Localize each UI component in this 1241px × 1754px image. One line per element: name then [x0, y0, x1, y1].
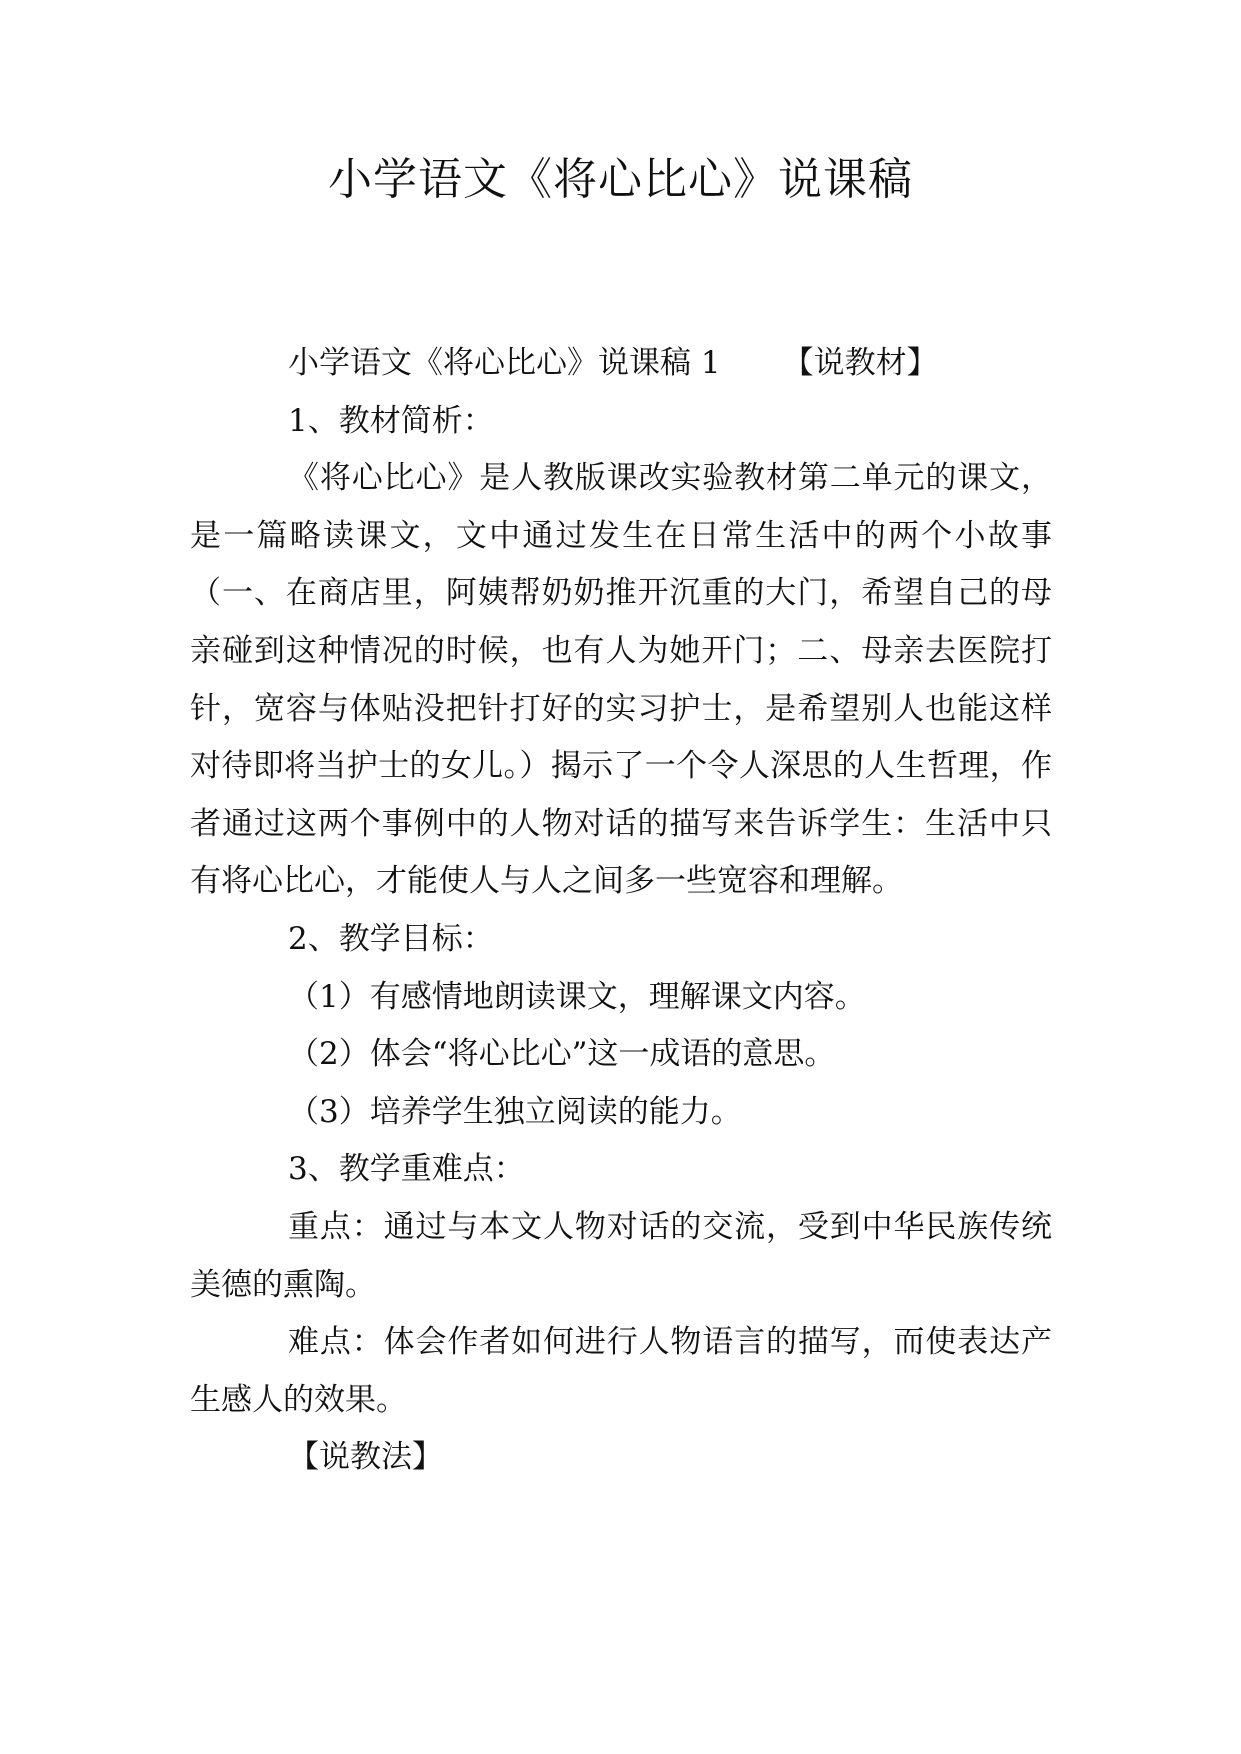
heading-line-text: 小学语文《将心比心》说课稿 1 [288, 345, 721, 381]
paragraph-material-analysis-heading: 1、教材简析： [288, 402, 494, 439]
paragraph-difficult-point: 难点：体会作者如何进行人物语言的描写，而使表达产生感人的效果。 [190, 1324, 1052, 1418]
paragraph-goal-2: （2）体会“将心比心”这一成语的意思。 [288, 1036, 836, 1073]
document-body [190, 335, 1052, 1487]
document-title: 小学语文《将心比心》说课稿 [328, 154, 913, 205]
paragraph-teaching-goals-heading: 2、教学目标： [288, 920, 494, 957]
paragraph-material-analysis: 《将心比心》是人教版课改实验教材第二单元的课文，是一篇略读课文，文中通过发生在日常生活中的两个小故事（一、在商店里，阿姨帮奶奶推开沉重的大门，希望自己的母亲碰到这种情况的时候，也有人为她开门；二、母亲去医院打针，宽容与体贴没把针打好的实习护士，是希望别人也能这样对待即将当护士的女儿。）揭示了一个令人深思的人生哲理，作者通过这两个事例中的人物对话的描写来告诉学生：生活中只有将心比心，才能使人与人之间多一些宽容和理解。 [190, 460, 1052, 900]
paragraph-goal-1: （1）有感情地朗读课文，理解课文内容。 [288, 978, 866, 1015]
heading-line [190, 335, 1052, 393]
paragraph-goal-3: （3）培养学生独立阅读的能力。 [288, 1093, 742, 1130]
paragraph-key-point: 重点：通过与本文人物对话的交流，受到中华民族传统美德的熏陶。 [190, 1208, 1052, 1303]
paragraph-key-difficult-heading: 3、教学重难点： [288, 1151, 525, 1188]
section-label-teaching-method: 【说教法】 [288, 1439, 443, 1476]
section-label-teaching-material: 【说教材】 [782, 345, 938, 381]
